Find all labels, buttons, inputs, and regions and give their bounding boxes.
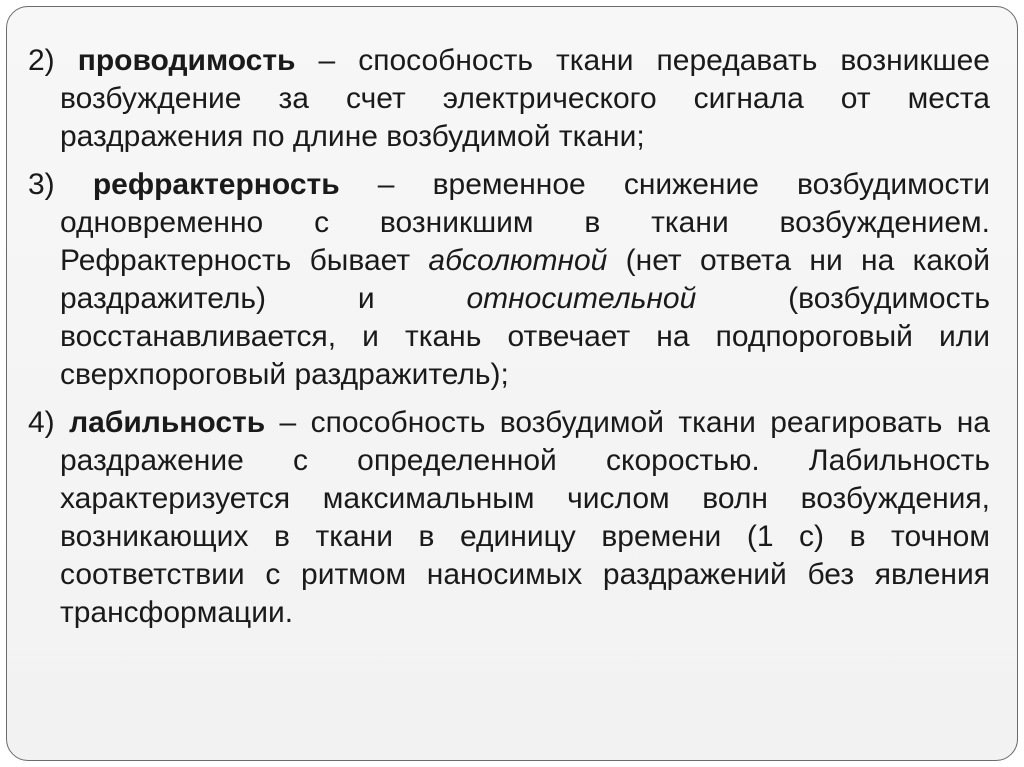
term-conductivity: проводимость	[77, 44, 296, 77]
list-item-conductivity	[28, 42, 990, 156]
definition-text: (возбудимость восстанавливается, и ткань отвечает на подпороговый или сверхпороговый раздражитель);	[60, 282, 990, 391]
item-number: 2)	[28, 44, 55, 77]
italic-relative: относительной	[466, 282, 697, 315]
definition-text: (нет ответа ни на какой раздражитель) и	[60, 244, 990, 315]
list-item-refractoriness	[28, 166, 990, 394]
italic-absolute: абсолютной	[428, 244, 608, 277]
list-item-lability	[28, 404, 990, 632]
item-number: 4)	[28, 406, 55, 439]
definition-text: – временное снижение возбудимости одновременно с возникшим в ткани возбуждением. Рефрактерность бывает	[60, 168, 990, 277]
definition-text: – способность возбудимой ткани реагировать на раздражение с определенной скоростью. Лабильность характеризуется максимальным числом волн возбуждения, возникающих в ткани в единицу времени (1 с) в точном соответствии с ритмом наносимых раздражений без явления трансформации.	[60, 406, 990, 629]
definition-text: – способность ткани передавать возникшее возбуждение за счет электрического сигнала от места раздражения по длине возбудимой ткани;	[60, 44, 990, 153]
term-lability: лабильность	[69, 406, 266, 439]
slide-content	[28, 42, 990, 642]
term-refractoriness: рефрактерность	[92, 168, 340, 201]
item-number: 3)	[28, 168, 55, 201]
